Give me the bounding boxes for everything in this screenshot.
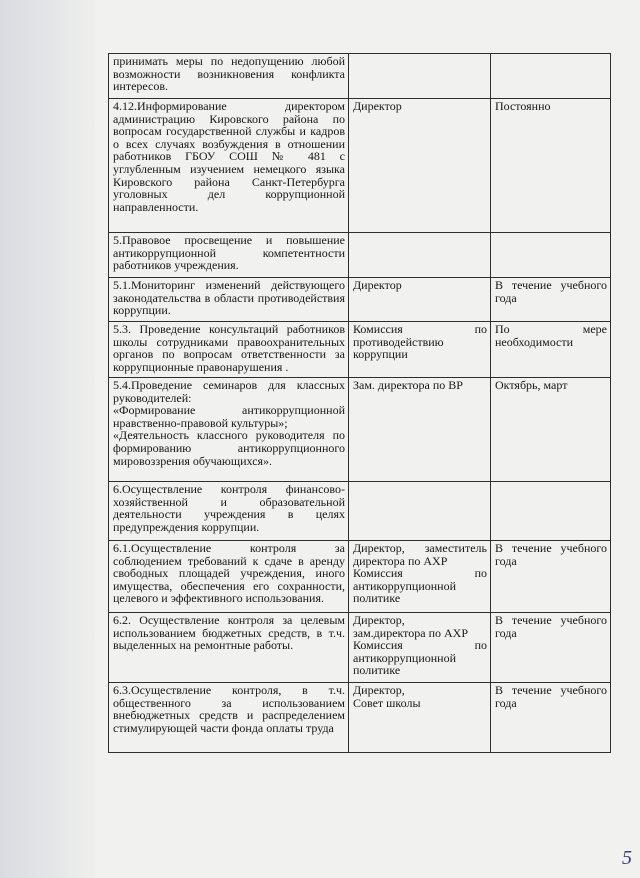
deadline-cell [491, 541, 611, 613]
responsible-cell [349, 683, 491, 753]
cell-text: В течение учебного года [495, 278, 607, 305]
activity-cell [109, 613, 349, 683]
cell-text: 6.Осуществление контроля финансово-хозяйственной и образовательной деятельности учреждения в целях предупреждения коррупции. [113, 482, 345, 534]
cell-text: Октябрь, март [495, 378, 568, 392]
cell-text: «Деятельность классного руководителя по формированию антикоррупционного мировоззрения обучающихся». [113, 428, 345, 468]
plan-table [108, 53, 611, 753]
deadline-cell [491, 683, 611, 753]
deadline-cell [491, 54, 611, 99]
activity-cell [109, 541, 349, 613]
scan-edge-shadow [0, 0, 95, 878]
table-row [109, 482, 611, 541]
responsible-cell [349, 378, 491, 482]
cell-text: 6.3.Осуществление контроля, в т.ч. общественного за использованием внебюджетных средств и распределением стимулирующей части фонда оплаты труда [113, 683, 345, 735]
activity-cell [109, 99, 349, 233]
plan-table-body [109, 54, 611, 753]
cell-text: Директор [353, 99, 402, 113]
cell-text: 6.2. Осуществление контроля за целевым использованием бюджетных средств, в т.ч. выделенных на ремонтные работы. [113, 613, 345, 653]
cell-text: Директор, [353, 683, 405, 697]
activity-cell [109, 683, 349, 753]
cell-text: Директор, заместитель директора по АХР [353, 541, 487, 568]
responsible-cell [349, 322, 491, 378]
cell-text: зам.директора по АХР [353, 625, 469, 640]
table-row [109, 322, 611, 378]
responsible-cell [349, 541, 491, 613]
table-row [109, 541, 611, 613]
cell-text: 5.Правовое просвещение и повышение антикоррупционной компетентности работников учреждения. [113, 233, 345, 273]
activity-cell [109, 378, 349, 482]
responsible-cell [349, 278, 491, 322]
responsible-cell [349, 482, 491, 541]
cell-text: Комиссия по антикоррупционной политике [353, 638, 487, 678]
deadline-cell [491, 322, 611, 378]
cell-text: В течение учебного года [495, 613, 607, 640]
cell-text: В течение учебного года [495, 683, 607, 710]
table-row [109, 54, 611, 99]
cell-text: Зам. директора по ВР [353, 378, 463, 392]
cell-text: По мере необходимости [495, 322, 607, 349]
activity-cell [109, 322, 349, 378]
cell-text: Постоянно [495, 99, 551, 113]
responsible-cell [349, 233, 491, 278]
cell-text: 5.4.Проведение семинаров для классных руководителей: [113, 378, 345, 405]
table-row [109, 613, 611, 683]
responsible-cell [349, 99, 491, 233]
cell-text: Совет школы [353, 695, 421, 710]
cell-text: 6.1.Осуществление контроля за соблюдением требований к сдаче в аренду свободных площадей учреждения, иного имущества, обеспечения его сохранности, целевого и эффективного использования. [113, 541, 345, 606]
deadline-cell [491, 482, 611, 541]
table-row [109, 233, 611, 278]
activity-cell [109, 278, 349, 322]
cell-text: 5.3. Проведение консультаций работников школы сотрудниками правоохранительных органов по вопросам ответственности за коррупционные правонарушения . [113, 322, 345, 374]
activity-cell [109, 54, 349, 99]
cell-text: Директор, [353, 613, 405, 627]
cell-text: 5.1.Мониторинг изменений действующего законодательства в области противодействия коррупции. [113, 278, 345, 318]
activity-cell [109, 233, 349, 278]
table-row [109, 278, 611, 322]
cell-text: «Формирование антикоррупционной нравственно-правовой культуры»; [113, 403, 345, 430]
deadline-cell [491, 378, 611, 482]
cell-text: 4.12.Информирование директором администрацию Кировского района по вопросам государственной службы и кадров о всех случаях возбуждения в отношении работников ГБОУ СОШ № 481 с углубленным изучением немецкого языка Кировского района Санкт-Петербурга уголовных дел коррупционной направленности. [113, 99, 345, 214]
activity-cell [109, 482, 349, 541]
deadline-cell [491, 613, 611, 683]
table-row [109, 378, 611, 482]
cell-text: В течение учебного года [495, 541, 607, 568]
responsible-cell [349, 54, 491, 99]
deadline-cell [491, 99, 611, 233]
deadline-cell [491, 278, 611, 322]
page-number: 5 [622, 847, 632, 869]
cell-text: Директор [353, 278, 402, 292]
cell-text: Комиссия по противодействию коррупции [353, 322, 487, 362]
cell-text: Комиссия по антикоррупционной политике [353, 566, 487, 606]
deadline-cell [491, 233, 611, 278]
table-row [109, 99, 611, 233]
cell-text: принимать меры по недопущению любой возможности возникновения конфликта интересов. [113, 54, 345, 94]
table-row [109, 683, 611, 753]
responsible-cell [349, 613, 491, 683]
